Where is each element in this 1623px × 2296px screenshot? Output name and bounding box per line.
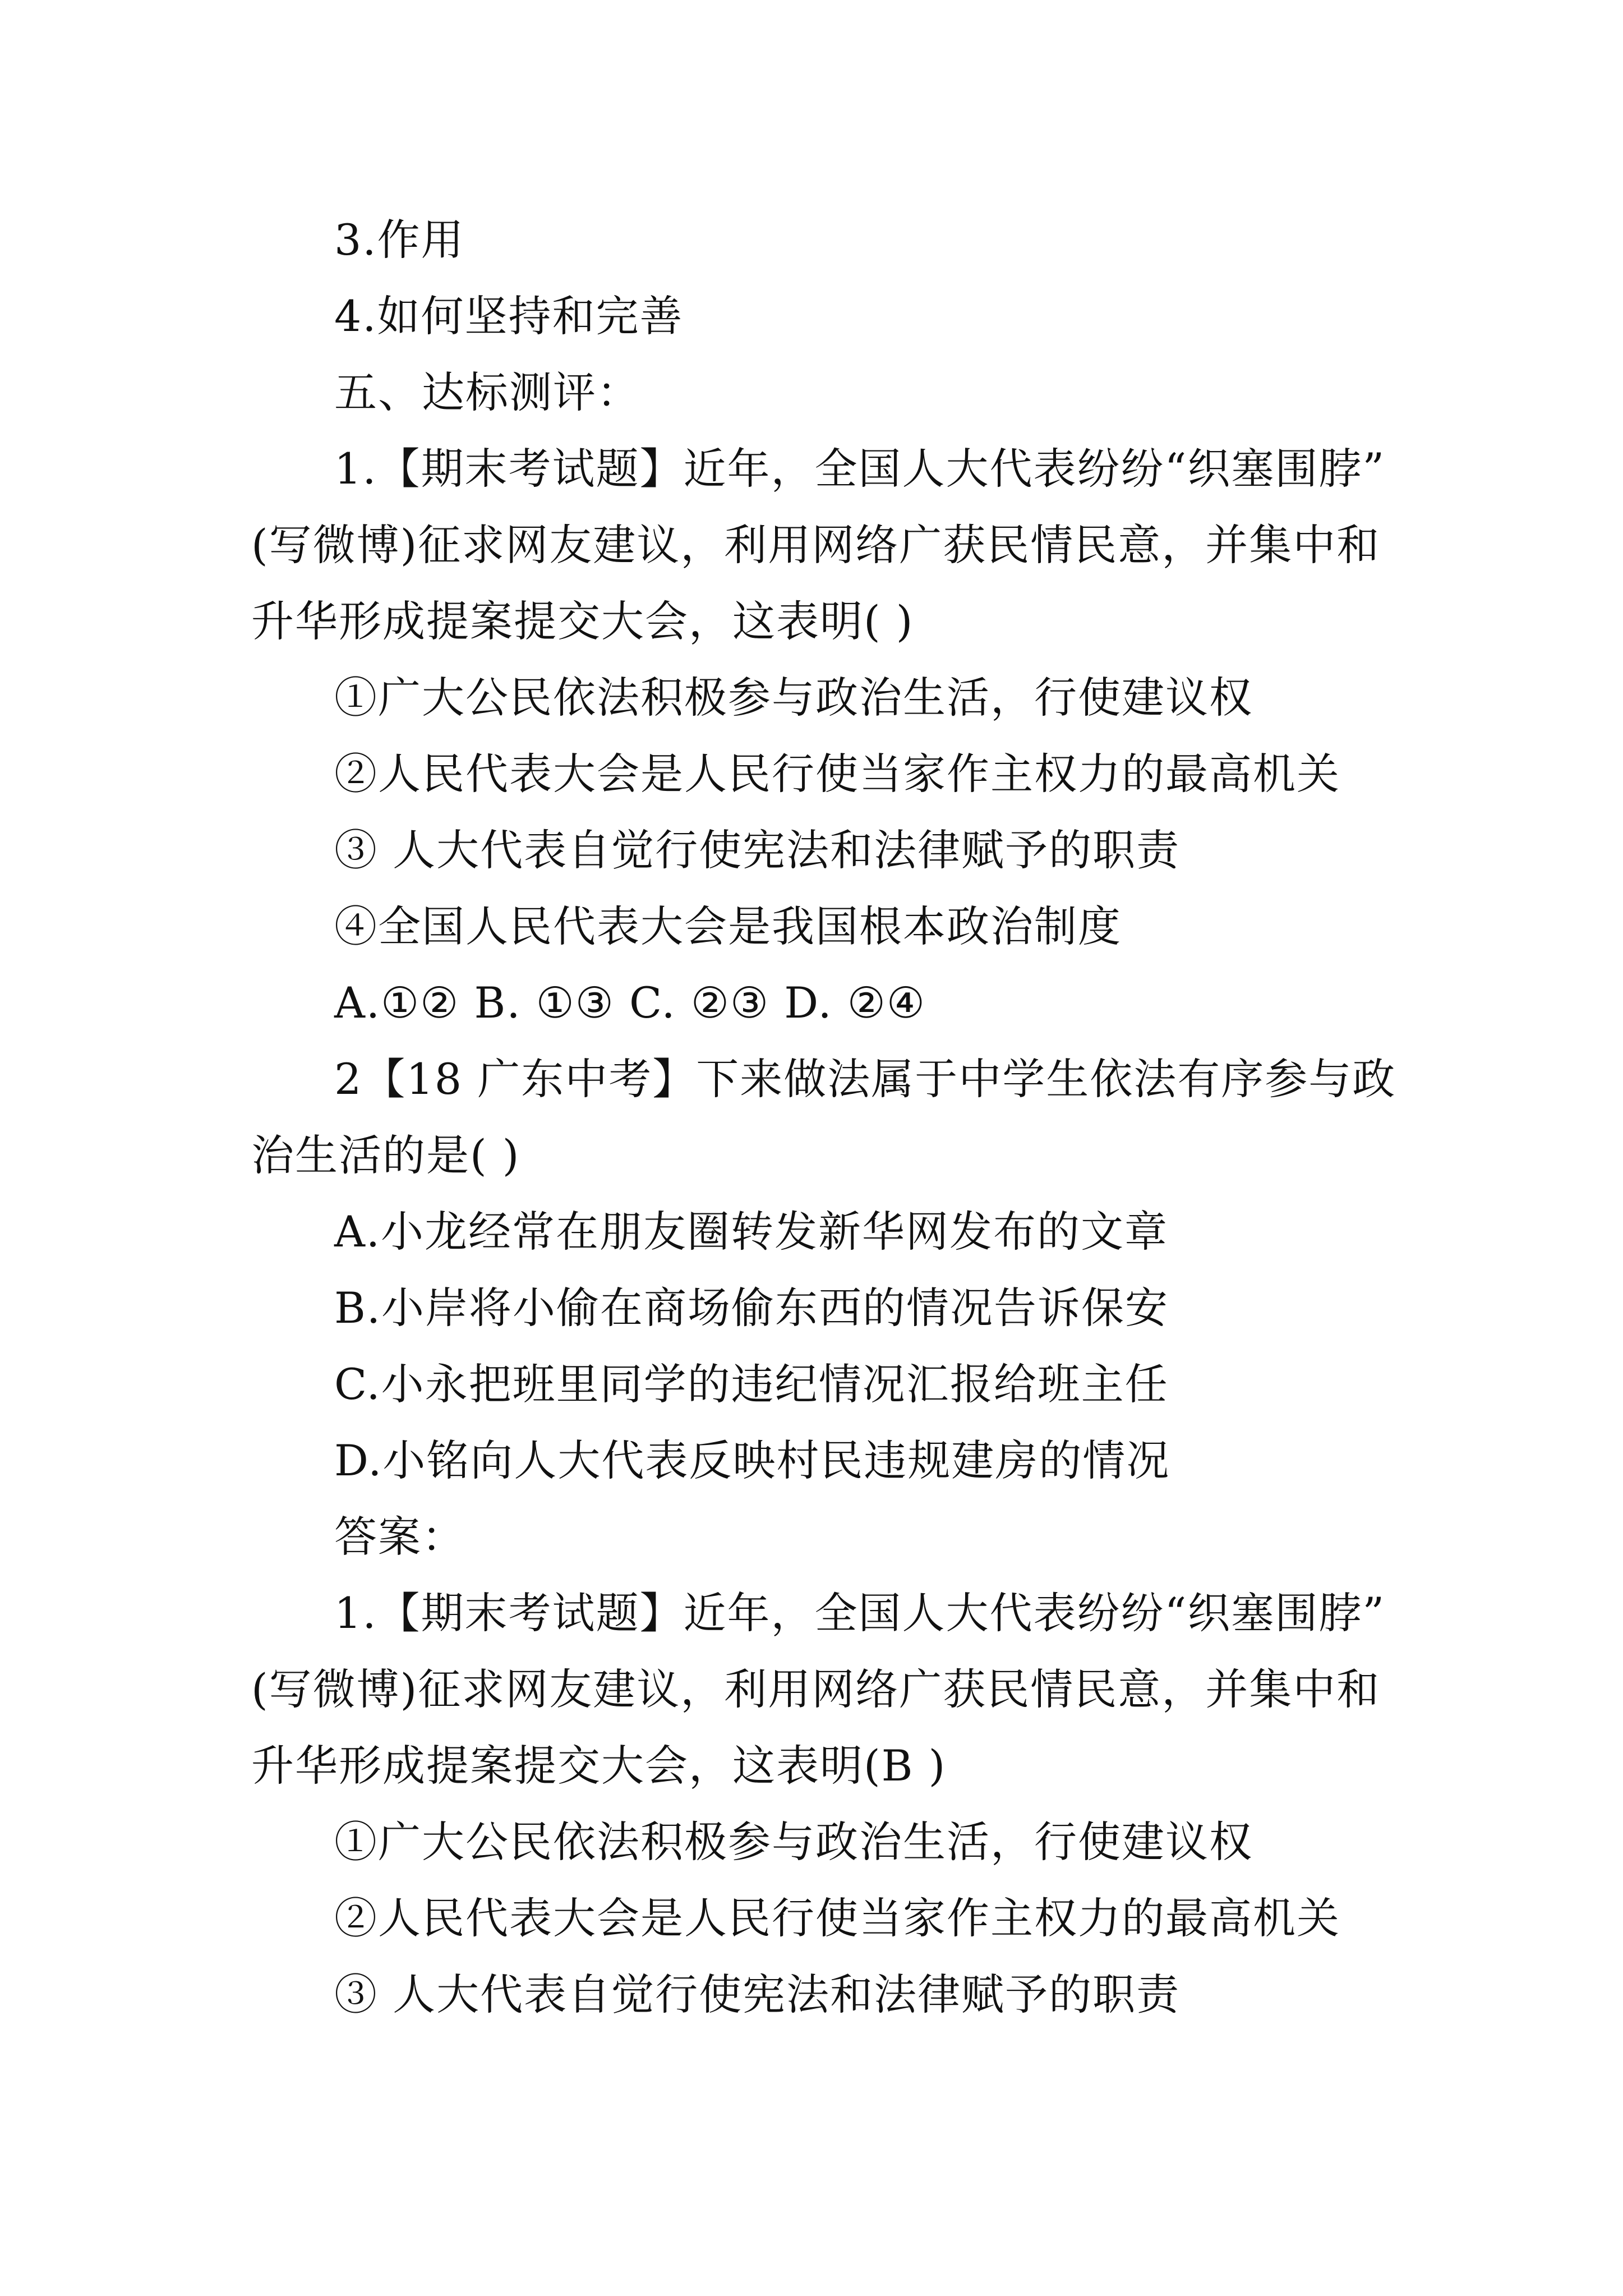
answers-heading: 答案： <box>334 1512 465 1562</box>
question-2-option-c: C.小永把班里同学的违纪情况汇报给班主任 <box>334 1359 1169 1409</box>
question-1-statement-4: ④全国人民代表大会是我国根本政治制度 <box>334 901 1122 951</box>
document-body <box>251 202 1396 2033</box>
answer-1-statement-3: ③ 人大代表自觉行使宪法和法律赋予的职责 <box>334 1970 1181 2019</box>
section-item-3: 3.作用 <box>334 215 465 265</box>
question-1-stem-line-3: 升华形成提案提交大会，这表明( ) <box>251 596 914 646</box>
question-1-statement-2: ②人民代表大会是人民行使当家作主权力的最高机关 <box>334 749 1340 799</box>
answer-1-stem-line-2: (写微博)征求网友建议，利用网络广获民情民意，并集中和 <box>251 1664 1381 1714</box>
section-item-4: 4.如何坚持和完善 <box>334 291 684 341</box>
question-1-statement-3: ③ 人大代表自觉行使宪法和法律赋予的职责 <box>334 825 1181 875</box>
question-1-options: A.①② B. ①③ C. ②③ D. ②④ <box>334 978 926 1028</box>
answer-1-stem-line-3: 升华形成提案提交大会，这表明(B ) <box>251 1741 947 1791</box>
question-2-stem-line-2: 治生活的是( ) <box>251 1130 520 1180</box>
answer-1-stem-line-1: 1.【期末考试题】近年，全国人大代表纷纷“织塞围脖” <box>334 1588 1386 1638</box>
question-1-stem-line-2: (写微博)征求网友建议，利用网络广获民情民意，并集中和 <box>251 520 1381 570</box>
answer-1-statement-2: ②人民代表大会是人民行使当家作主权力的最高机关 <box>334 1893 1340 1943</box>
question-2-option-d: D.小铭向人大代表反映村民违规建房的情况 <box>334 1435 1170 1485</box>
question-2-stem-line-1: 2【18 广东中考】下来做法属于中学生依法有序参与政 <box>334 1054 1396 1104</box>
question-2-option-b: B.小岸将小偷在商场偷东西的情况告诉保安 <box>334 1283 1169 1333</box>
answer-1-statement-1: ①广大公民依法积极参与政治生活，行使建议权 <box>334 1817 1253 1867</box>
section-heading: 五、达标测评： <box>334 367 640 417</box>
question-1-stem-line-1: 1.【期末考试题】近年，全国人大代表纷纷“织塞围脖” <box>334 444 1386 494</box>
question-2-option-a: A.小龙经常在朋友圈转发新华网发布的文章 <box>334 1207 1169 1257</box>
question-1-statement-1: ①广大公民依法积极参与政治生活，行使建议权 <box>334 673 1253 723</box>
